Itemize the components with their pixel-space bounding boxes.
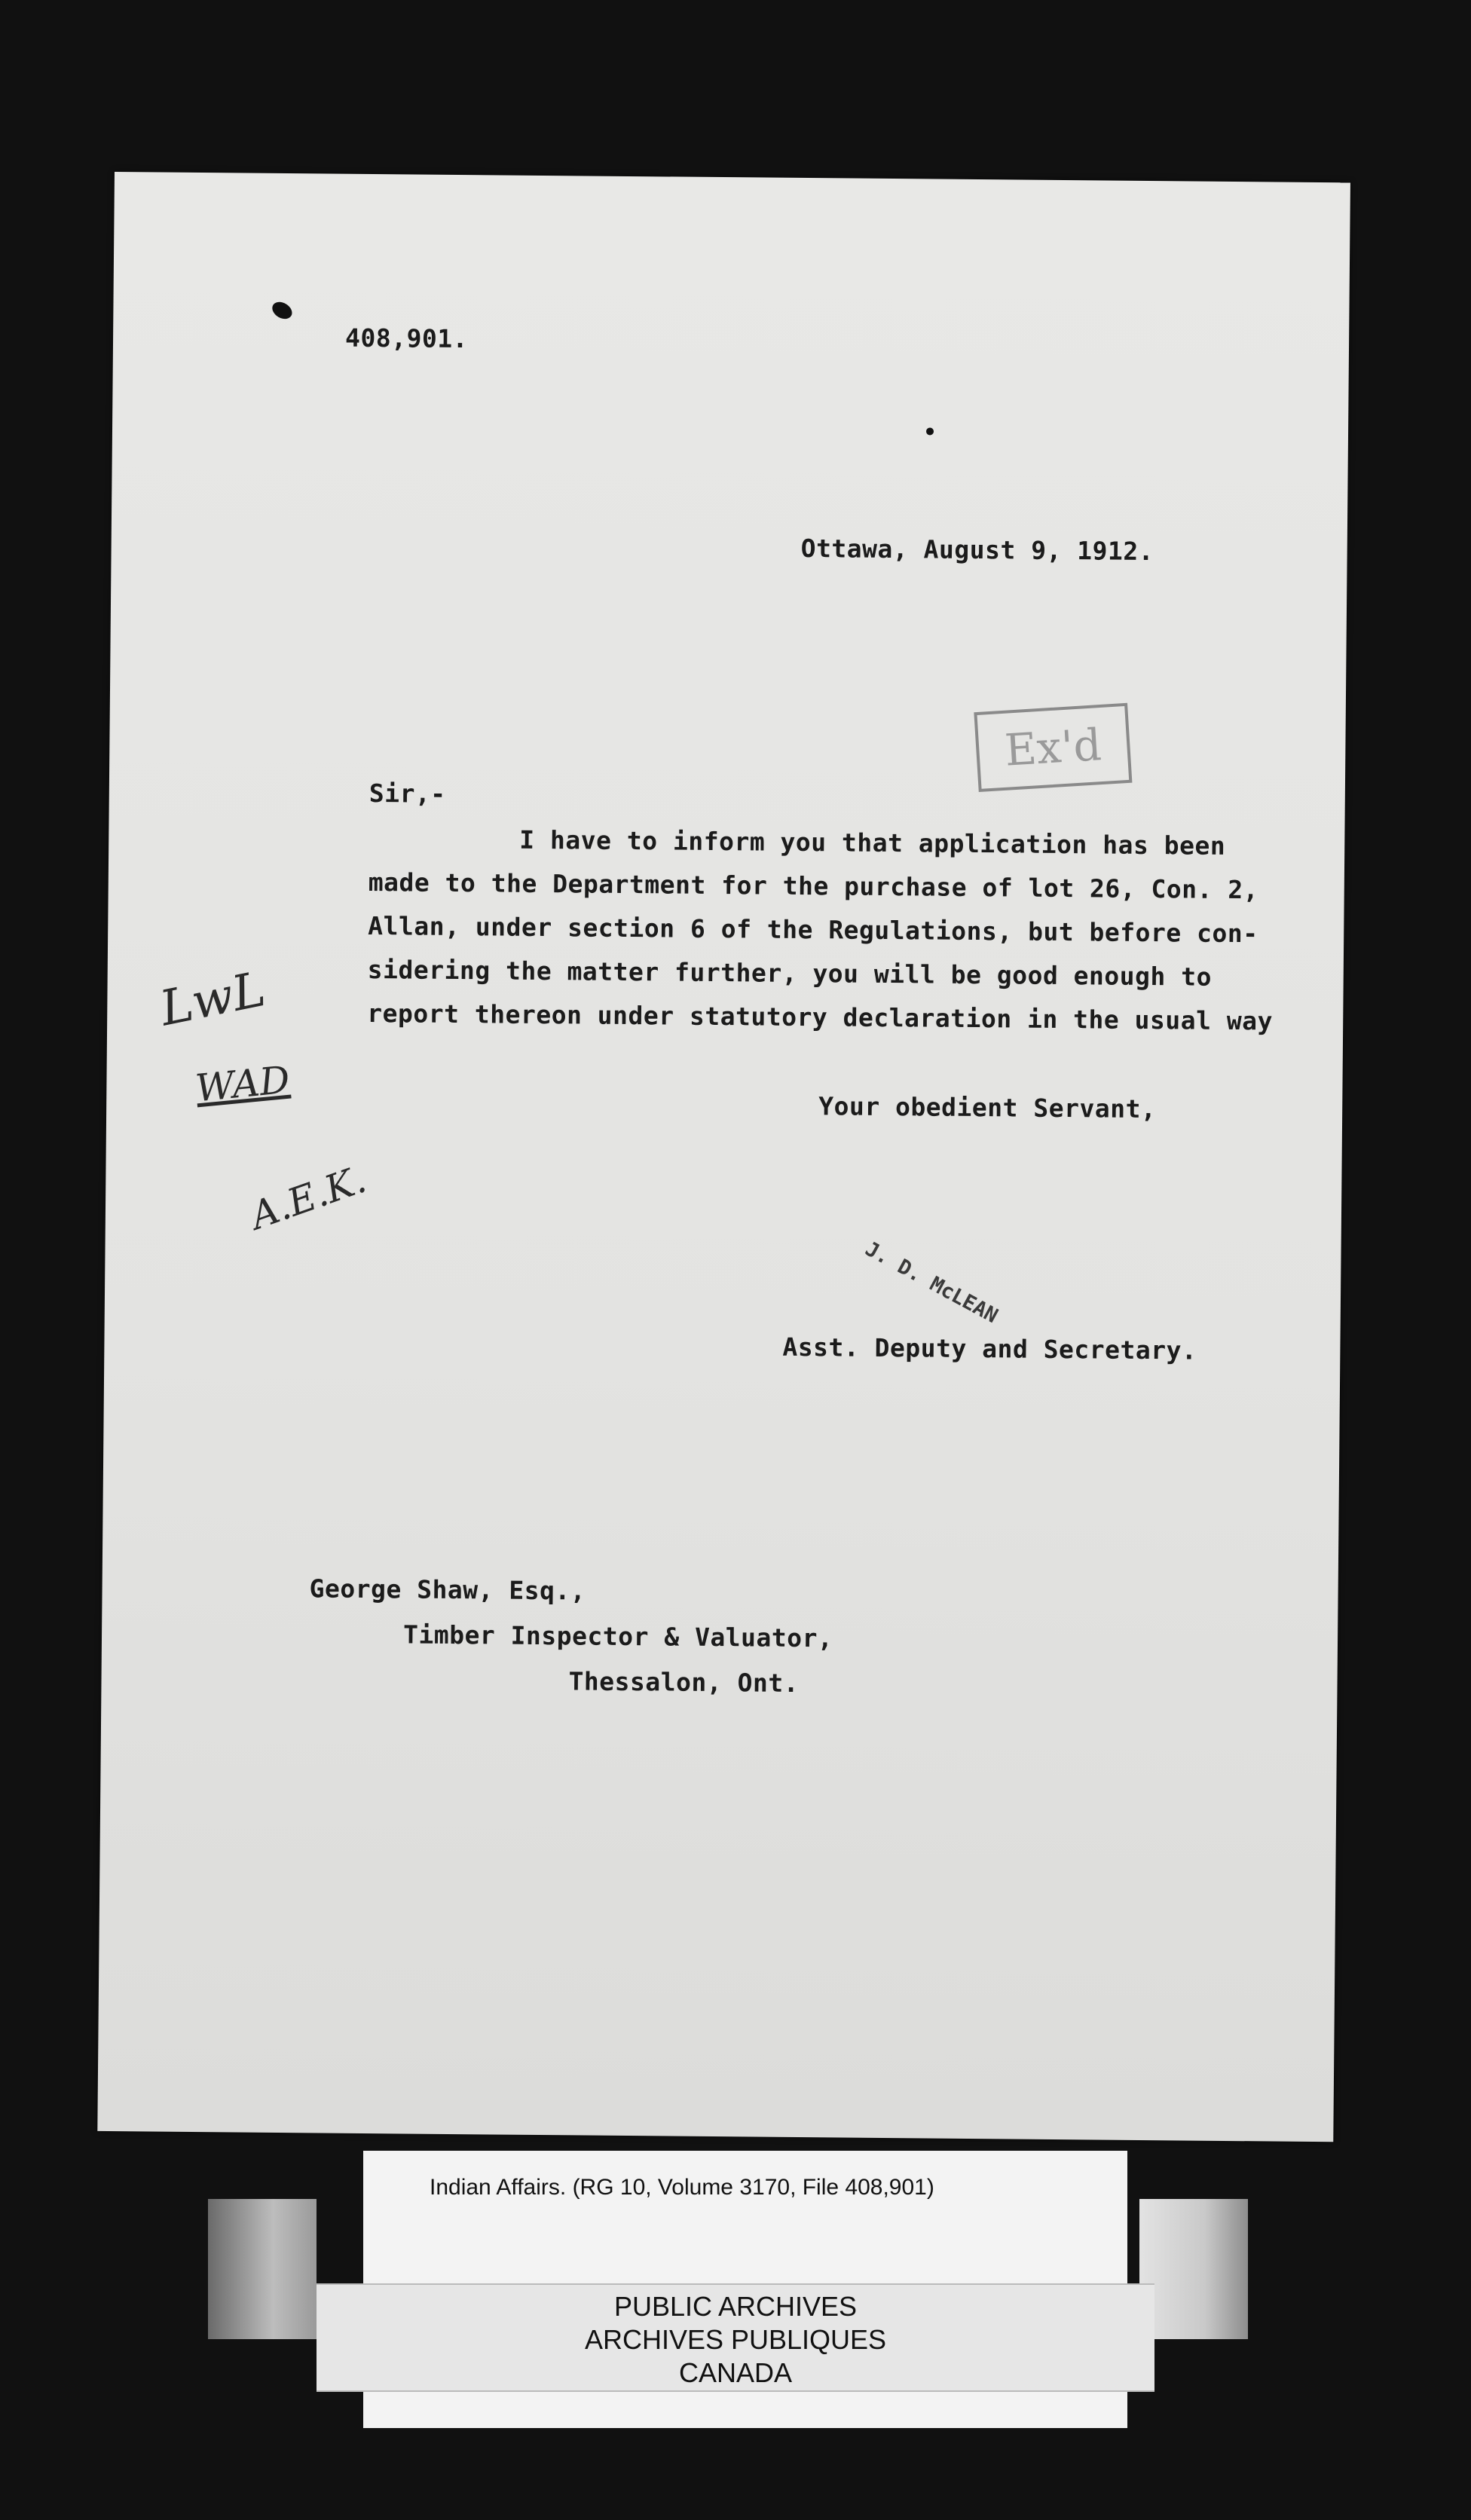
handwritten-initials: LwL <box>155 961 271 1038</box>
addressee-line: Thessalon, Ont. <box>568 1666 800 1698</box>
file-number: 408,901. <box>344 323 469 354</box>
salutation: Sir,- <box>369 778 446 809</box>
body-line: I have to inform you that application has been <box>519 824 1226 861</box>
addressee-line: George Shaw, Esq., <box>309 1573 586 1606</box>
closing: Your obedient Servant, <box>818 1091 1157 1124</box>
signer-title: Asst. Deputy and Secretary. <box>782 1332 1197 1366</box>
body-line: sidering the matter further, you will be good enough to <box>367 954 1213 992</box>
handwritten-initials: A.E.K. <box>244 1157 372 1238</box>
signature-stamp: J. D. McLEAN <box>861 1237 1002 1329</box>
letter-page <box>97 172 1350 2142</box>
film-strip-right <box>1139 2199 1248 2339</box>
archives-line: ARCHIVES PUBLIQUES <box>584 2324 887 2355</box>
archives-line: PUBLIC ARCHIVES <box>613 2291 858 2322</box>
place-date: Ottawa, August 9, 1912. <box>800 533 1154 567</box>
addressee-line: Timber Inspector & Valuator, <box>402 1619 833 1653</box>
ink-mark <box>269 298 295 322</box>
body-line: Allan, under section 6 of the Regulations, but before con- <box>368 910 1258 949</box>
archive-citation: Indian Affairs. (RG 10, Volume 3170, File 408,901) <box>430 2175 934 2200</box>
examined-stamp: Ex'd <box>974 703 1132 792</box>
body-line: report thereon under statutory declaration in the usual way <box>367 998 1274 1036</box>
archives-line: CANADA <box>678 2357 793 2388</box>
handwritten-initials: WAD <box>193 1057 292 1111</box>
film-strip-left <box>208 2199 317 2339</box>
ink-mark <box>926 427 934 435</box>
body-line: made to the Department for the purchase of lot 26, Con. 2, <box>368 867 1259 905</box>
